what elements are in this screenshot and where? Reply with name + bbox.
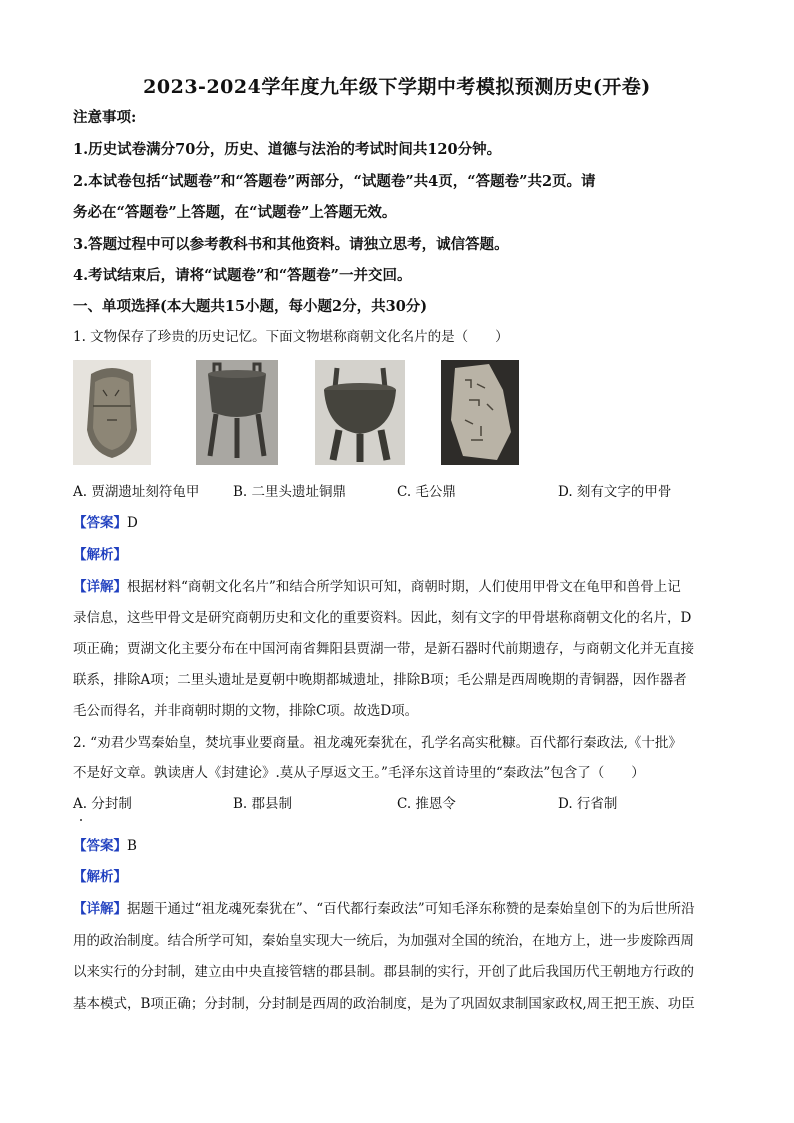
answer-tag: 【答案】 [73,838,127,854]
q2-detail-1 [73,899,723,919]
erlitou-bronze-ding-image [196,360,278,465]
q1-answer-value: D [127,515,138,531]
analysis-tag: 【解析】 [73,547,127,563]
notice-heading: 注意事项: [73,109,137,126]
q2-answer [73,836,723,856]
section-heading: 一、单项选择(本大题共15小题，每小题2分，共30分) [73,298,428,315]
q1-option-b: B. 二里头遗址铜鼎 [233,484,347,500]
q1-option-c: C. 毛公鼎 [397,484,456,500]
detail-tag: 【详解】 [73,901,127,917]
q2-detail-text: 据题干通过“祖龙魂死秦犹在”、“百代都行秦政法”可知毛泽东称赞的是秦始皇创下的为后世所沿 [127,901,695,917]
q1-detail-2: 录信息，这些甲骨文是研究商朝历史和文化的重要资料。因此，刻有文字的甲骨堪称商朝文化的名片，D [73,610,692,626]
q1-analysis-tag [73,545,723,565]
analysis-tag: 【解析】 [73,869,127,885]
q1-option-d: D. 刻有文字的甲骨 [558,484,672,500]
q2-detail-4: 基本模式，B项正确；分封制，分封制是西周的政治制度，是为了巩固奴隶制国家政权,周王把王族、功臣 [73,996,695,1012]
notice-item-4: 4.考试结束后，请将“试题卷”和“答题卷”一并交回。 [73,267,412,284]
notice-item-2-cont: 务必在“答题卷”上答题，在“试题卷”上答题无效。 [73,204,397,221]
q1-option-a: A. 贾湖遗址刻符龟甲 [73,484,200,500]
notice-item-1: 1.历史试卷满分70分，历史、道德与法治的考试时间共120分钟。 [73,141,502,158]
q2-option-c: C. 推恩令 [397,796,456,812]
q2-answer-value: B [127,838,137,854]
q2-option-a: A. 分封制 [73,796,132,812]
q2-option-b: B. 郡县制 [233,796,293,812]
q1-detail-5: 毛公而得名，并非商朝时期的文物，排除C项。故选D项。 [73,703,419,719]
notice-item-2: 2.本试卷包括“试题卷”和“答题卷”两部分，“试题卷”共4页，“答题卷”共2页。请 [73,173,596,190]
q2-stem-2: 不是好文章。孰读唐人《封建论》.莫从子厚返文王。”毛泽东这首诗里的“秦政法”包含了（ ） [73,765,645,781]
q2-detail-3: 以来实行的分封制，建立由中央直接管辖的郡县制。郡县制的实行，开创了此后我国历代王朝地方行政的 [73,964,694,980]
q1-detail-1 [73,577,723,597]
detail-tag: 【详解】 [73,579,127,595]
q1-stem: 1. 文物保存了珍贵的历史记忆。下面文物堪称商朝文化名片的是（ ） [73,329,509,345]
q1-detail-3: 项正确；贾湖文化主要分布在中国河南省舞阳县贾湖一带，是新石器时代前期遗存，与商朝文化并无直接 [73,641,694,657]
q2-analysis-tag [73,867,723,887]
notice-item-3: 3.答题过程中可以参考教科书和其他资料。请独立思考，诚信答题。 [73,236,509,253]
tortoise-shell-image [73,360,151,465]
q2-detail-2: 用的政治制度。结合所学可知，秦始皇实现大一统后，为加强对全国的统治，在地方上，进一步废除西周 [73,933,694,949]
stray-dot [80,819,82,821]
q2-option-d: D. 行省制 [558,796,618,812]
q2-stem-1: 2. “劝君少骂秦始皇，焚坑事业要商量。祖龙魂死秦犹在，孔学名高实秕糠。百代都行秦政法,《十批》 [73,735,682,751]
q1-answer [73,513,723,533]
maogong-ding-image [315,360,405,465]
oracle-bone-image [441,360,519,465]
q1-detail-text: 根据材料“商朝文化名片”和结合所学知识可知，商朝时期，人们使用甲骨文在龟甲和兽骨上记 [127,579,681,595]
exam-title: 2023-2024学年度九年级下学期中考模拟预测历史(开卷) [143,76,651,98]
q1-detail-4: 联系，排除A项；二里头遗址是夏朝中晚期都城遗址，排除B项；毛公鼎是西周晚期的青铜器，因作器者 [73,672,687,688]
answer-tag: 【答案】 [73,515,127,531]
